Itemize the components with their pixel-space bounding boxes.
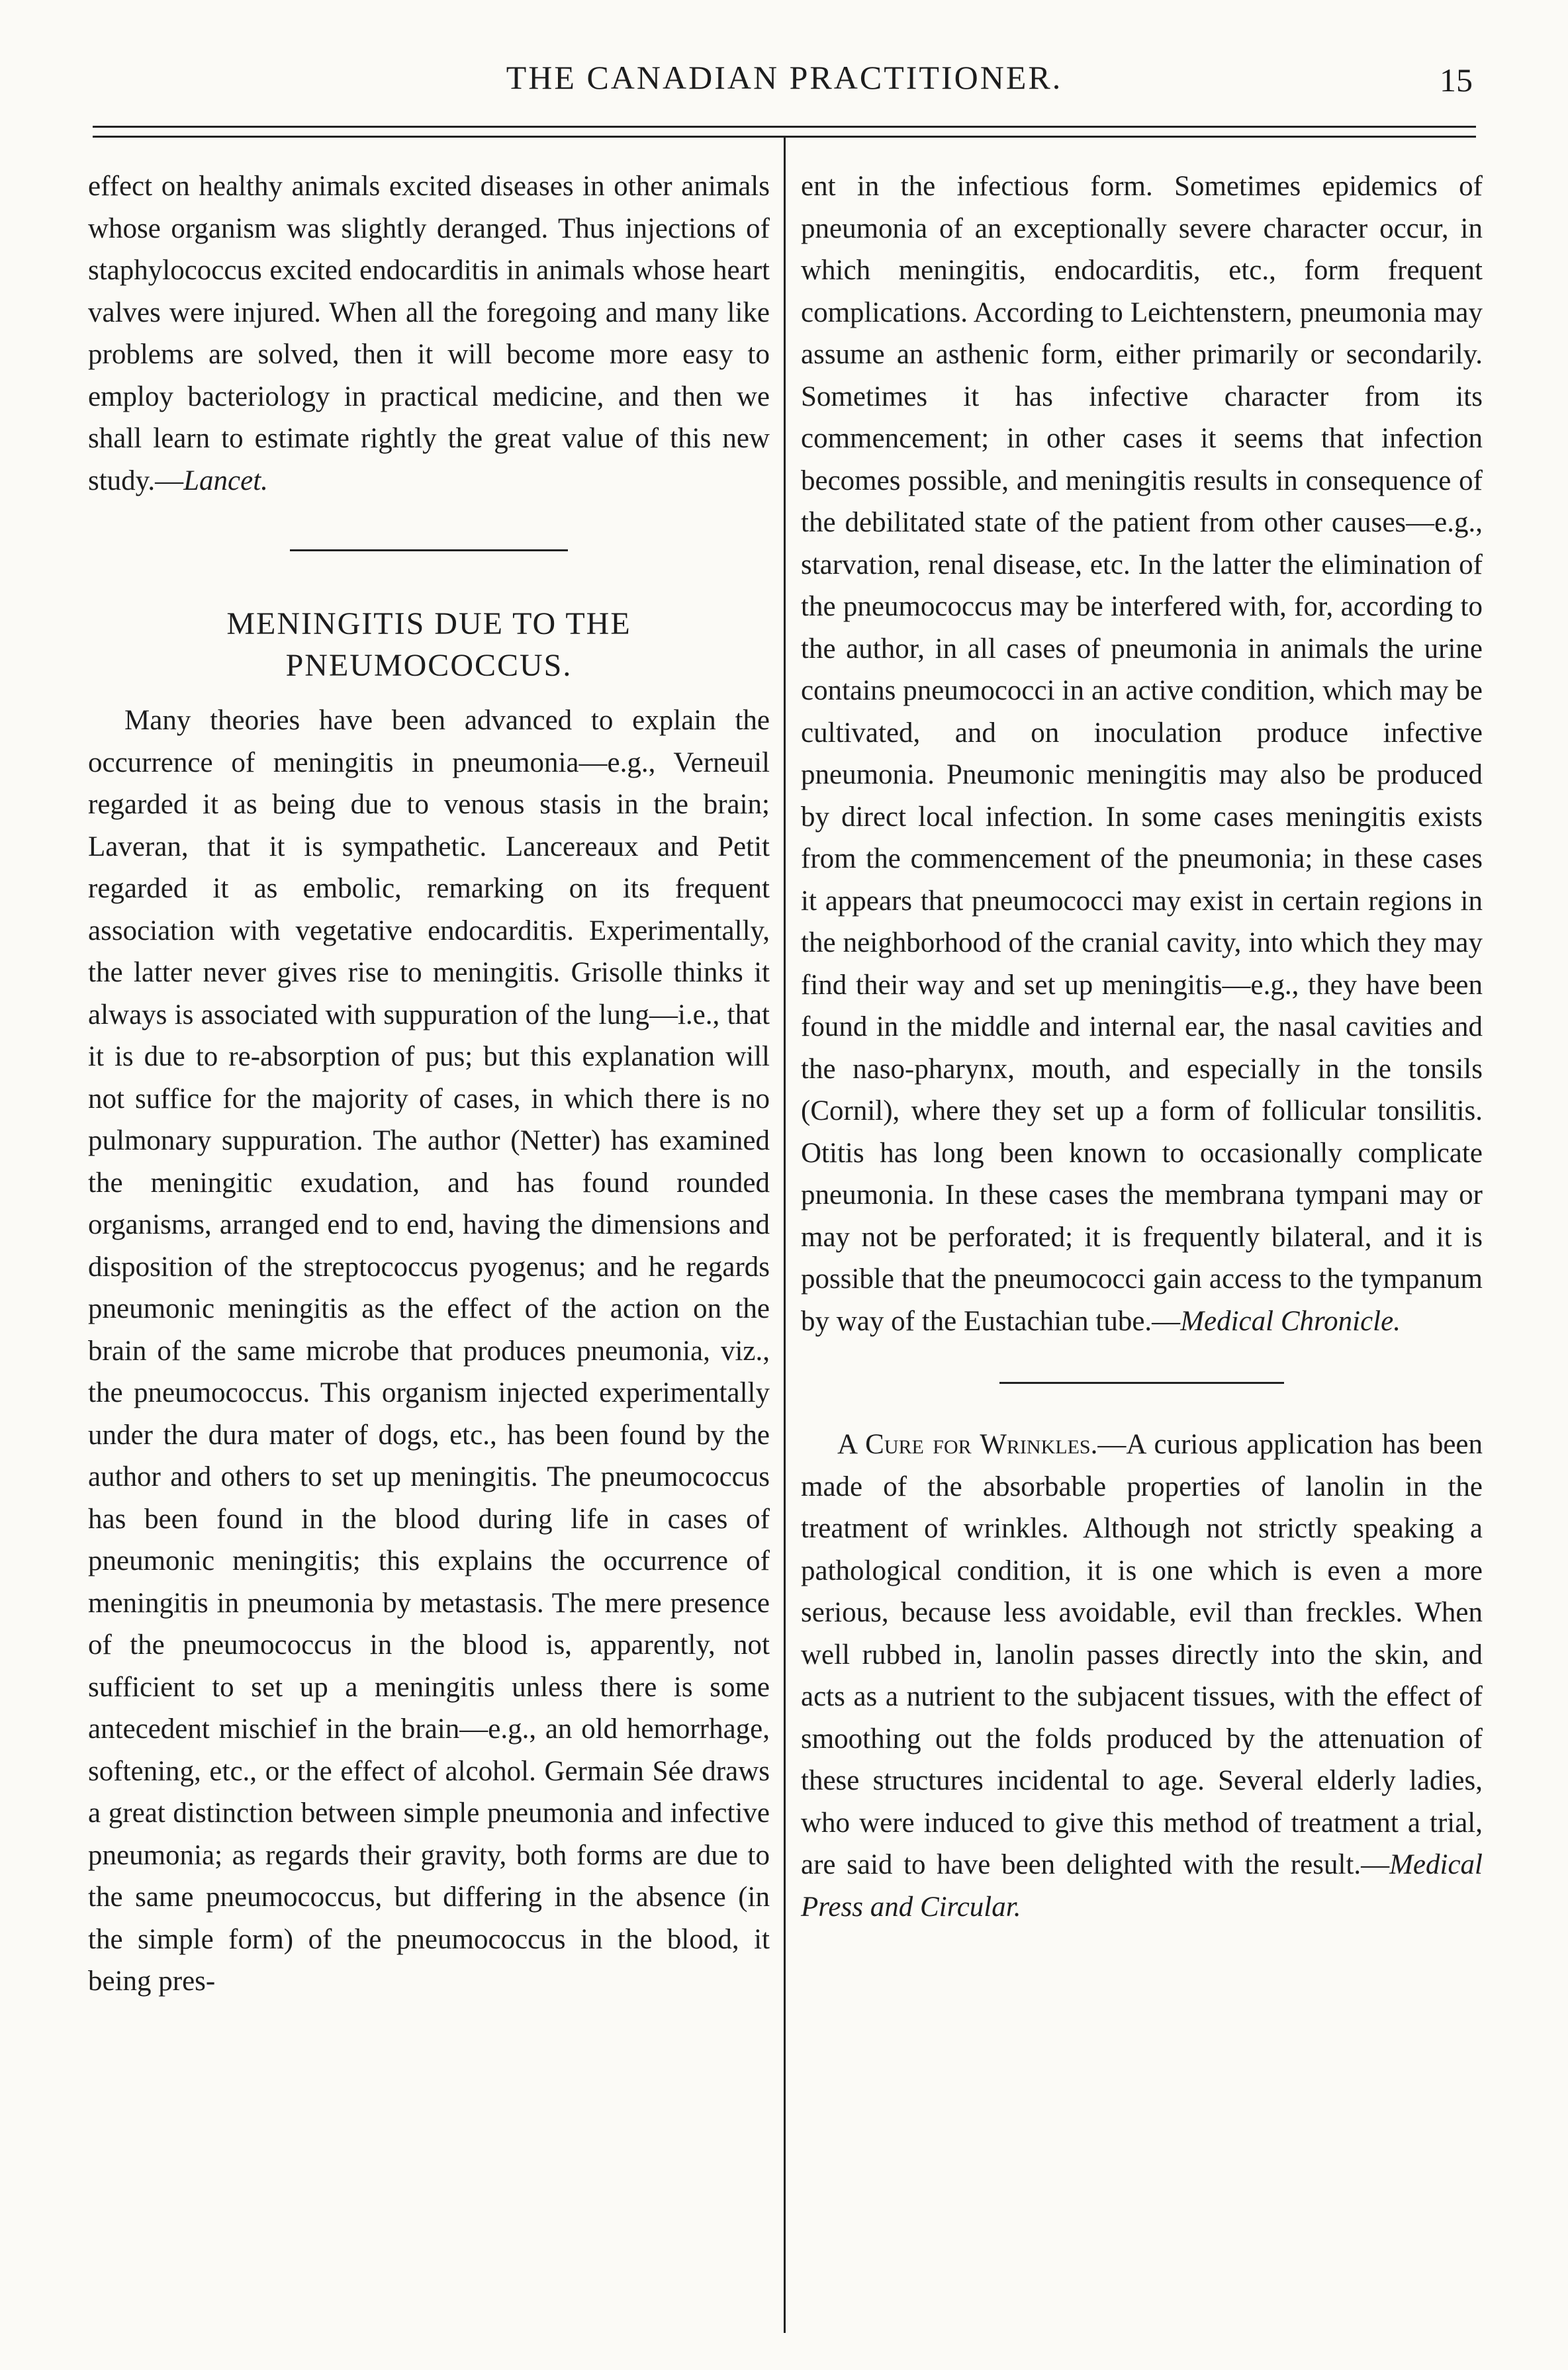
continuation-source: Medical Chronicle.	[1180, 1305, 1401, 1337]
section-title: MENINGITIS DUE TO THE PNEUMOCOCCUS.	[226, 606, 631, 683]
continuation-paragraph	[801, 165, 1483, 1342]
section-divider-left	[290, 549, 568, 551]
article2-paragraph	[801, 1424, 1483, 1928]
article2-title: A Cure for Wrinkles.	[837, 1429, 1098, 1460]
section-body: Many theories have been advanced to explain the occurrence of meningitis in pneumonia—e.g., Verneuil regarded it as being due to venous stasis in the brain; Laveran, that it is sympathetic. Lancereaux and Petit regarded it as embolic, remarking on its frequent association with vegetative endocarditis. Experimentally, the latter never gives rise to meningitis. Grisolle thinks it always is associated with suppuration of the lung—i.e., that it is due to re-absorption of pus; but this explanation will not suffice for the majority of cases, in which there is no pulmonary suppuration. The author (Netter) has examined the meningitic exudation, and has found rounded organisms, arranged end to end, having the dimensions and disposition of the streptococcus pyogenus; and he regards pneumonic meningitis as the effect of the action on the brain of the same microbe that produces pneumonia, viz., the pneumococcus. This organism injected experimentally under the dura mater of dogs, etc., has been found by the author and others to set up meningitis. The pneumococcus has been found in the blood during life in cases of pneumonic meningitis; this explains the occurrence of meningitis in pneumonia by metastasis. The mere presence of the pneumococcus in the blood is, apparently, not sufficient to set up a meningitis unless there is some antecedent mischief in the brain—e.g., an old hemorrhage, softening, etc., or the effect of alcohol. Germain Sée draws a great distinction between simple pneumonia and infective pneumonia; as regards their gravity, both forms are due to the same pneumococcus, but differing in the absence (in the simple form) of the pneumococcus in the blood, it being pres-	[88, 705, 770, 1997]
intro-text: effect on healthy animals excited diseases in other animals whose organism was slightly deranged. Thus injections of staphylococcus excited endocarditis in animals whose heart valves were injured. When all the foregoing and many like problems are solved, then it will become more easy to employ bacteriology in practical medicine, and then we shall learn to estimate rightly the great value of this new study.—	[88, 171, 770, 496]
left-column	[88, 165, 770, 2003]
intro-paragraph	[88, 165, 770, 502]
intro-source: Lancet.	[183, 465, 268, 496]
header-rule-upper	[93, 126, 1476, 128]
section-divider-right	[999, 1382, 1284, 1384]
article2-body: —A curious application has been made of the absorbable properties of lanolin in the treatment of wrinkles. Although not strictly speaking a pathological condition, it is one which is even a more serious, because less avoidable, evil than freckles. When well rubbed in, lanolin passes directly into the skin, and acts as a nutrient to the subjacent tissues, with the effect of smoothing out the folds produced by the attenuation of these structures incidental to age. Several elderly ladies, who were induced to give this method of treatment a trial, are said to have been delighted with the result.—	[801, 1429, 1483, 1880]
running-head	[86, 58, 1483, 111]
right-column	[801, 165, 1483, 1928]
column-divider	[784, 136, 786, 2333]
journal-title: THE CANADIAN PRACTITIONER.	[506, 59, 1063, 96]
page-number: 15	[1440, 62, 1473, 99]
continuation-text: ent in the infectious form. Sometimes epidemics of pneumonia of an exceptionally severe character occur, in which meningitis, endocarditis, etc., form frequent complications. According to Leichtenstern, pneumonia may assume an asthenic form, either primarily or secondarily. Sometimes it has infective character from its commencement; in other cases it seems that infection becomes possible, and meningitis results in consequence of the debilitated state of the patient from other causes—e.g., starvation, renal disease, etc. In the latter the elimination of the pneumococcus may be interfered with, for, according to the author, in all cases of pneumonia in animals the urine contains pneumococci in an active condition, which may be cultivated, and on inoculation produce infective pneumonia. Pneumonic meningitis may also be produced by direct local infection. In some cases meningitis exists from the commencement of the pneumonia; in these cases it appears that pneumococci may exist in certain regions in the neighborhood of the cranial cavity, into which they may find their way and set up meningitis—e.g., they have been found in the middle and internal ear, the nasal cavities and the naso-pharynx, mouth, and especially in the tonsils (Cornil), where they set up a form of follicular tonsilitis. Otitis has long been known to occasionally complicate pneumonia. In these cases the membrana tympani may or may not be perforated; it is frequently bilateral, and it is possible that the pneumococci gain access to the tympanum by way of the Eustachian tube.—	[801, 171, 1483, 1337]
article2-source: Medical Press and Circular.	[801, 1849, 1483, 1923]
